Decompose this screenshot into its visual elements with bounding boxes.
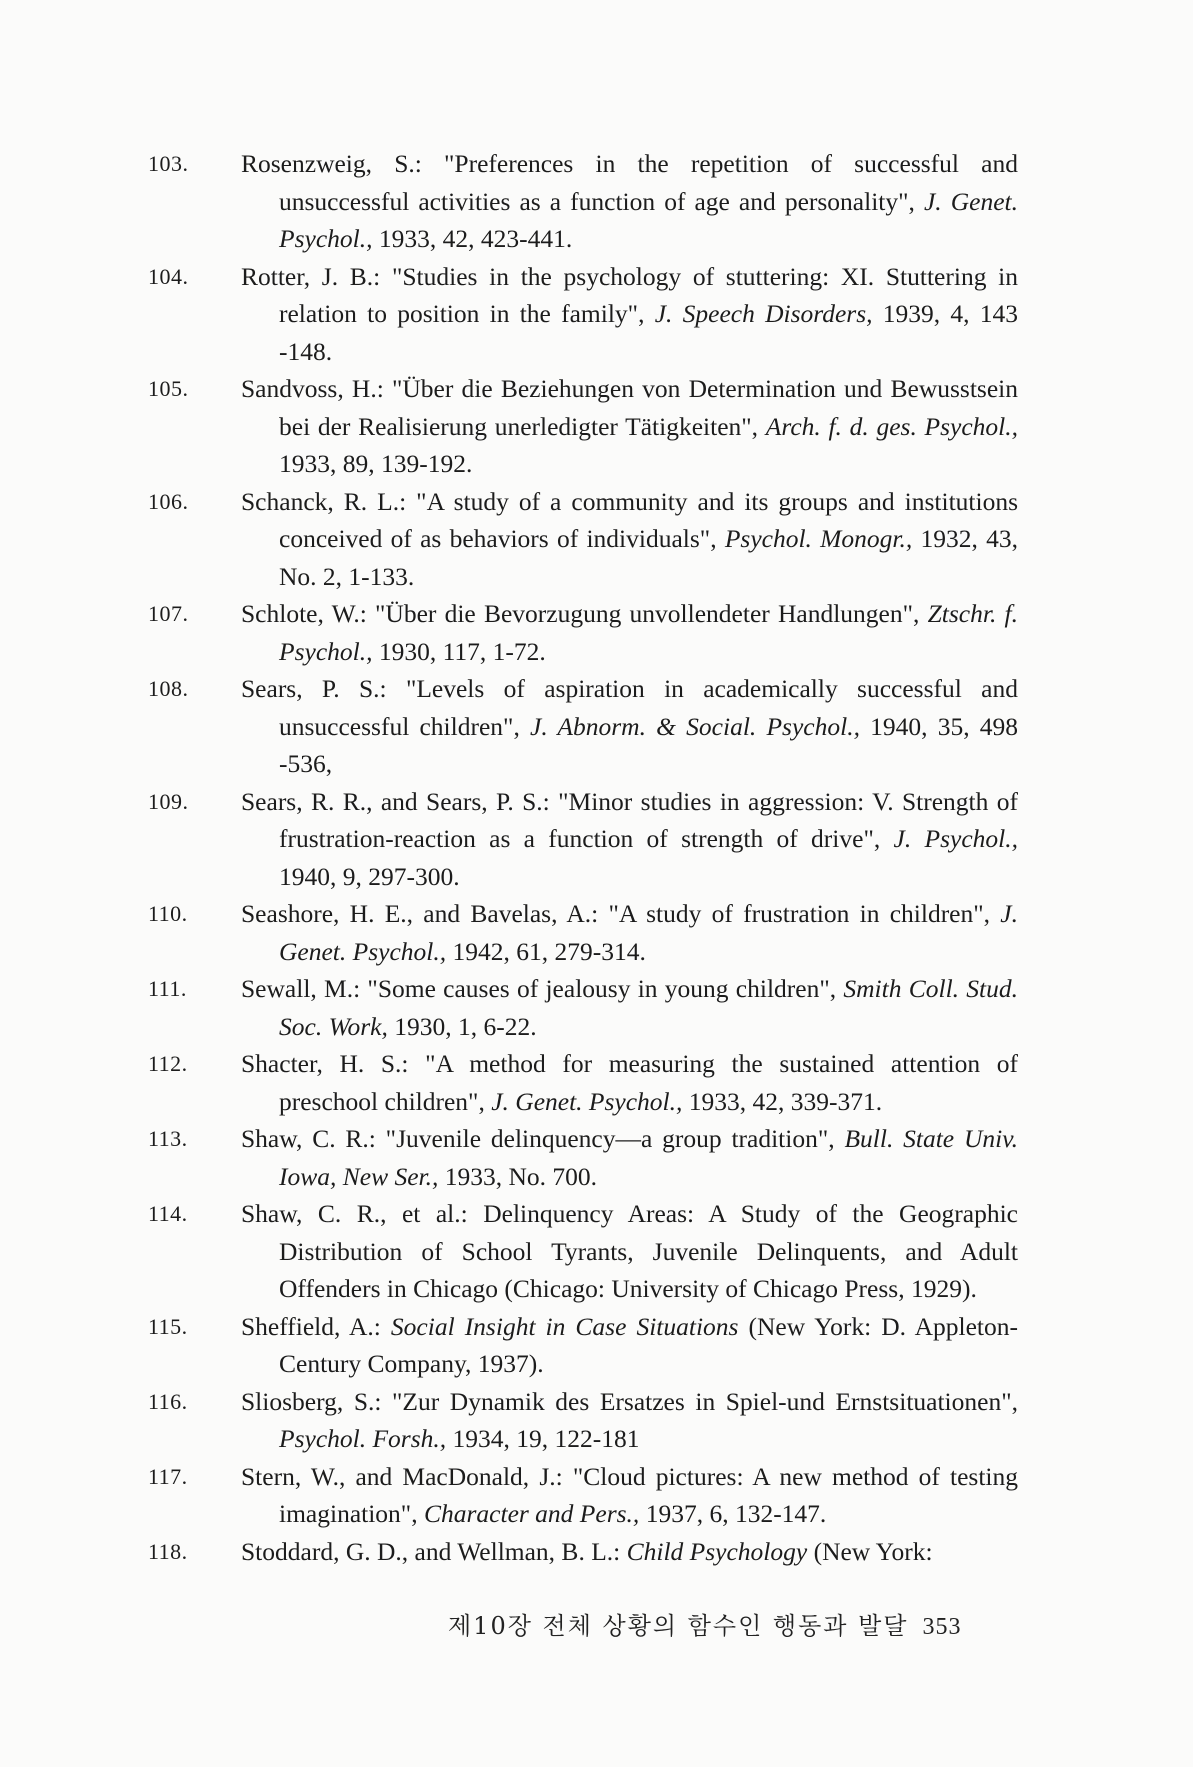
reference-source-title: Ztschr. f. Psychol., — [279, 599, 1018, 666]
reference-volume-pages: 1933, 42, 339-371. — [682, 1086, 883, 1116]
reference-number: 116. — [148, 1388, 188, 1414]
reference-item — [148, 258, 1018, 371]
reference-source-title: J. Psychol., — [893, 824, 1018, 853]
reference-number: 118. — [148, 1538, 188, 1564]
reference-citation: Schanck, R. L.: "A study of a community and its groups and institutions conceived of as behaviors of individuals", — [241, 486, 1018, 553]
reference-text — [241, 1120, 1018, 1195]
reference-source-title: Psychol. Monogr., — [724, 524, 913, 553]
reference-source-title: J. Genet. Psychol., — [279, 899, 1018, 966]
reference-volume-pages: (New York: — [807, 1536, 933, 1566]
reference-text — [241, 970, 1018, 1045]
reference-source-title: Social Insight in Case Situations — [390, 1311, 739, 1341]
reference-volume-pages: 1933, 42, 423-441. — [372, 224, 573, 253]
reference-text — [241, 1308, 1018, 1383]
reference-item — [148, 1533, 1018, 1571]
reference-citation: Seashore, H. E., and Bavelas, A.: "A study of frustration in children", — [241, 899, 1001, 928]
reference-citation: Shaw, C. R., et al.: Delinquency Areas: A Study of the Geographic Distribution of School Tyrants, Juvenile Delinquents, and Adult Offenders in Chicago (Chicago: University of Chicago Press, 1929). — [241, 1199, 1018, 1303]
reference-text — [241, 145, 1018, 258]
reference-volume-pages: 1939, 4, 143 -148. — [279, 299, 1019, 366]
reference-text — [241, 258, 1018, 371]
reference-number: 103. — [148, 151, 189, 176]
reference-citation: Stern, W., and MacDonald, J.: "Cloud pictures: A new method of testing imagination", — [241, 1461, 1018, 1528]
chapter-title: 제10장 전체 상황의 함수인 행동과 발달 — [448, 1612, 909, 1640]
reference-source-title: J. Genet. Psychol., — [279, 186, 1018, 253]
reference-number: 109. — [148, 788, 189, 814]
reference-text — [241, 483, 1018, 596]
reference-volume-pages: 1940, 35, 498 -536, — [279, 711, 1019, 778]
reference-citation: Rosenzweig, S.: "Preferences in the repetition of successful and unsuccessful activities as a function of age and personality", — [241, 149, 1018, 216]
reference-source-title: Character and Pers., — [423, 1499, 640, 1528]
reference-item — [148, 895, 1018, 970]
running-footer — [448, 1606, 1018, 1641]
reference-citation: Shaw, C. R.: "Juvenile delinquency—a group tradition", — [241, 1124, 845, 1153]
reference-volume-pages: 1930, 117, 1-72. — [372, 636, 546, 666]
reference-number: 117. — [148, 1463, 188, 1489]
reference-text — [241, 1045, 1018, 1120]
reference-volume-pages: 1933, No. 700. — [438, 1161, 598, 1191]
reference-item — [148, 483, 1018, 596]
reference-number: 106. — [148, 488, 189, 514]
reference-citation: Rotter, J. B.: "Studies in the psychology of stuttering: XI. Stuttering in relation to position in the family", — [241, 261, 1018, 328]
reference-citation: Sears, R. R., and Sears, P. S.: "Minor studies in aggression: V. Strength of frustration-reaction as a function of strength of drive", — [241, 786, 1018, 853]
reference-citation: Shacter, H. S.: "A method for measuring the sustained attention of preschool children", — [241, 1049, 1018, 1116]
reference-source-title: J. Speech Disorders, — [654, 299, 873, 328]
page-number: 353 — [922, 1614, 962, 1640]
reference-item — [148, 1195, 1018, 1308]
reference-number: 108. — [148, 676, 189, 701]
reference-text — [241, 895, 1018, 970]
reference-citation: Sandvoss, H.: "Über die Beziehungen von Determination und Bewusstsein bei der Realisierung unerledigter Tätigkeiten", — [241, 374, 1018, 441]
reference-item — [148, 783, 1018, 896]
reference-source-title: Smith Coll. Stud. Soc. Work, — [279, 974, 1018, 1041]
reference-volume-pages: 1942, 61, 279-314. — [446, 936, 646, 966]
reference-number: 110. — [148, 901, 188, 926]
reference-item — [148, 670, 1018, 783]
reference-number: 115. — [148, 1313, 188, 1339]
reference-volume-pages: 1940, 9, 297-300. — [279, 861, 460, 891]
reference-source-title: Child Psychology — [626, 1536, 808, 1566]
reference-list — [148, 145, 1018, 1570]
reference-volume-pages: 1933, 89, 139-192. — [279, 449, 473, 478]
reference-item — [148, 1120, 1018, 1195]
reference-citation: Sewall, M.: "Some causes of jealousy in young children", — [241, 974, 844, 1003]
reference-source-title: Bull. State Univ. Iowa, New Ser., — [279, 1124, 1018, 1191]
reference-source-title: Psychol. Forsh., — [279, 1424, 447, 1453]
reference-text — [241, 783, 1018, 896]
reference-text — [241, 595, 1018, 670]
reference-item — [148, 595, 1018, 670]
reference-item — [148, 1458, 1018, 1533]
reference-citation: Sliosberg, S.: "Zur Dynamik des Ersatzes in Spiel-und Ernstsituationen", — [241, 1386, 1018, 1416]
reference-volume-pages: 1937, 6, 132-147. — [639, 1499, 827, 1528]
reference-text — [241, 670, 1018, 783]
reference-citation: Sheffield, A.: — [241, 1311, 391, 1341]
reference-volume-pages: 1930, 1, 6-22. — [387, 1011, 537, 1041]
reference-volume-pages: 1932, 43, No. 2, 1-133. — [279, 524, 1018, 591]
reference-number: 105. — [148, 376, 189, 401]
reference-item — [148, 1383, 1018, 1458]
reference-citation: Stoddard, G. D., and Wellman, B. L.: — [241, 1536, 627, 1566]
reference-text — [241, 1458, 1018, 1533]
reference-number: 114. — [148, 1201, 188, 1226]
reference-item — [148, 1045, 1018, 1120]
reference-number: 112. — [148, 1051, 188, 1076]
reference-source-title: J. Abnorm. & Social. Psychol., — [530, 711, 860, 741]
reference-source-title: J. Genet. Psychol., — [491, 1086, 683, 1116]
reference-citation: Sears, P. S.: "Levels of aspiration in academically successful and unsuccessful children", — [241, 674, 1018, 741]
reference-number: 113. — [148, 1126, 188, 1151]
reference-number: 111. — [148, 976, 187, 1001]
reference-item — [148, 145, 1018, 258]
reference-item — [148, 1308, 1018, 1383]
reference-text — [241, 1533, 1018, 1571]
reference-number: 104. — [148, 263, 189, 289]
reference-text — [241, 370, 1018, 483]
reference-text — [241, 1195, 1018, 1308]
reference-item — [148, 370, 1018, 483]
reference-volume-pages: (New York: D. Appleton-Century Company, 1937). — [279, 1311, 1018, 1378]
reference-number: 107. — [148, 601, 189, 626]
reference-citation: Schlote, W.: "Über die Bevorzugung unvollendeter Handlungen", — [241, 599, 928, 628]
reference-text — [241, 1383, 1018, 1458]
reference-item — [148, 970, 1018, 1045]
reference-source-title: Arch. f. d. ges. Psychol., — [765, 411, 1019, 441]
reference-volume-pages: 1934, 19, 122-181 — [446, 1424, 640, 1453]
